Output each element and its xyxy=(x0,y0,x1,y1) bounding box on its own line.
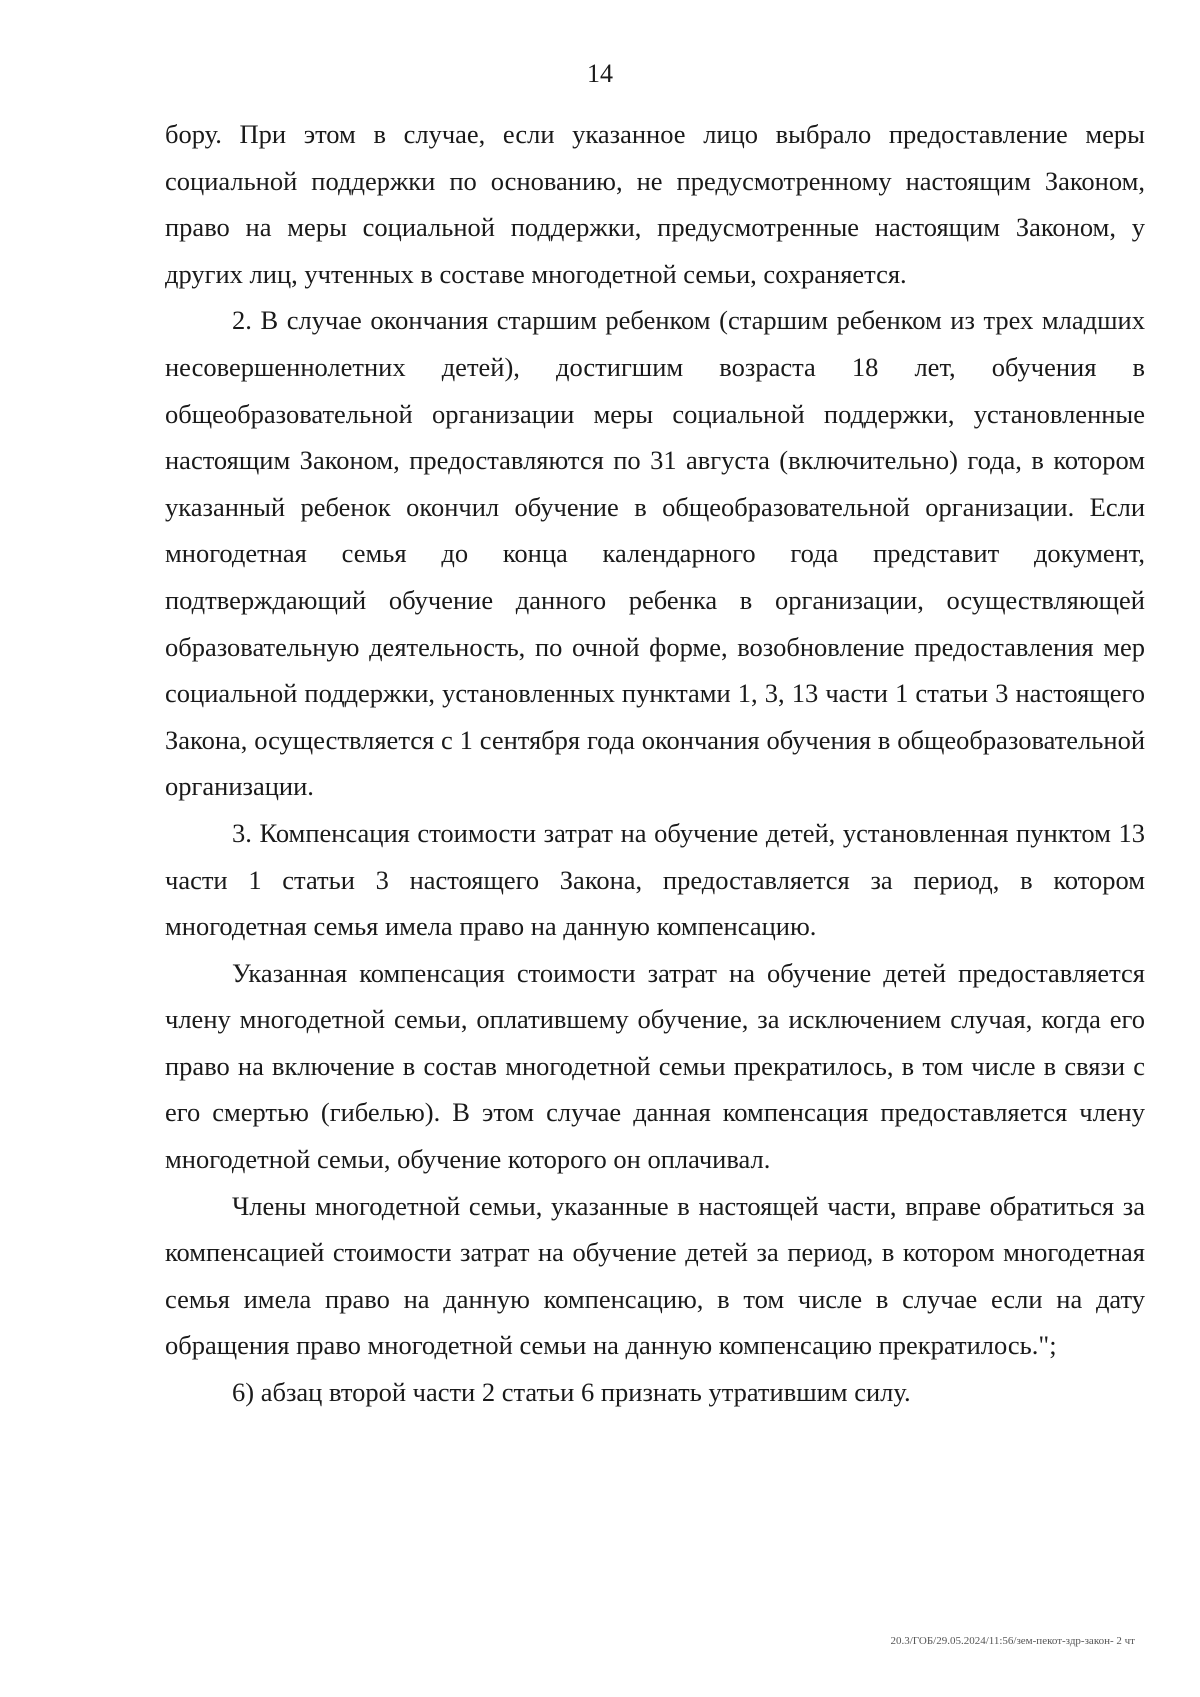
document-body xyxy=(165,111,1145,1416)
paragraph-continuation: бору. При этом в случае, если указанное лицо выбрало предоставление меры социальной поддержки по основанию, не предусмотренному настоящим Законом, право на меры социальной поддержки, предусмотренные настоящим Законом, у других лиц, учтенных в составе многодетной семьи, сохраняется. xyxy=(165,119,1145,289)
footer-document-code: 20.3/ГОБ/29.05.2024/11:56/зем-пекот-здр-закон- 2 чт xyxy=(890,1635,1135,1647)
paragraph-family-members: Члены многодетной семьи, указанные в настоящей части, вправе обратиться за компенсацией стоимости затрат на обучение детей за период, в котором многодетная семья имела право на данную компенсацию, в том числе в случае если на дату обращения право многодетной семьи на данную компенсацию прекратилось."; xyxy=(165,1190,1145,1361)
page-number: 14 xyxy=(587,59,613,88)
paragraph-item-2: 2. В случае окончания старшим ребенком (старшим ребенком из трех младших несовершеннолетних детей), достигшим возраста 18 лет, обучения в общеобразовательной организации меры социальной поддержки, установленные настоящим Законом, предоставляются по 31 августа (включительно) года, в котором указанный ребенок окончил обучение в общеобразовательной организации. Если многодетная семья до конца календарного года представит документ, подтверждающий обучение данного ребенка в организации, осуществляющей образовательную деятельность, по очной форме, возобновление предоставления мер социальной поддержки, установленных пунктами 1, 3, 13 части 1 статьи 3 настоящего Закона, осуществляется с 1 сентября года окончания обучения в общеобразовательной организации. xyxy=(165,305,1145,802)
paragraph-compensation: Указанная компенсация стоимости затрат на обучение детей предоставляется члену многодетной семьи, оплатившему обучение, за исключением случая, когда его право на включение в состав многодетной семьи прекратилось, в том числе в связи с его смертью (гибелью). В этом случае данная компенсация предоставляется члену многодетной семьи, обучение которого он оплачивал. xyxy=(165,957,1145,1175)
paragraph-item-3: 3. Компенсация стоимости затрат на обучение детей, установленная пунктом 13 части 1 статьи 3 настоящего Закона, предоставляется за период, в котором многодетная семья имела право на данную компенсацию. xyxy=(165,817,1145,942)
paragraph-item-6: 6) абзац второй части 2 статьи 6 признать утратившим силу. xyxy=(232,1377,911,1408)
